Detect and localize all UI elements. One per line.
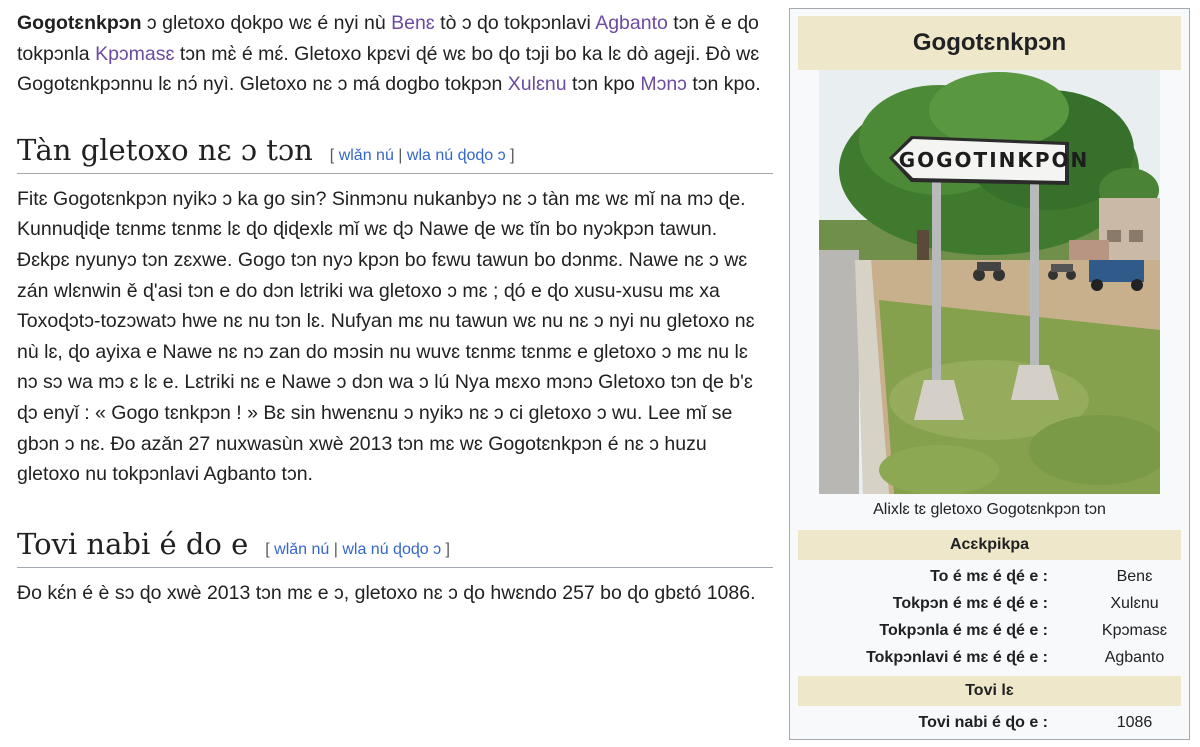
row-label: Tokpɔn é mɛ é ɖé e : xyxy=(892,594,1048,612)
infobox-section-population: Tovi lɛ xyxy=(798,676,1181,706)
intro-text: ɔ gletoxo ɖokpo wɛ é nyi nù xyxy=(141,12,392,34)
article-subject: Gogotɛnkpɔn xyxy=(17,12,142,34)
edit-link[interactable]: wlǎn nú xyxy=(274,540,330,558)
row-value: Kpɔmasɛ xyxy=(1101,621,1168,639)
edit-links xyxy=(265,541,450,559)
row-value: Agbanto xyxy=(1104,648,1165,666)
intro-paragraph xyxy=(17,8,773,100)
section-title: Tovi nabi é do e xyxy=(17,526,249,561)
image-caption: Alixlɛ tɛ gletoxo Gogotɛnkpɔn tɔn xyxy=(873,501,1106,518)
infobox xyxy=(789,8,1190,740)
row-value: Benɛ xyxy=(1116,567,1153,585)
intro-text: tɔn ě e ɖo tokpɔnla xyxy=(17,12,759,65)
infobox-row-commune xyxy=(798,617,1181,644)
population-paragraph: Ðo kɛ́n é è sɔ ɖo xwè 2013 tɔn mɛ e ɔ, gletoxo nɛ ɔ ɖo hwɛndo 257 bo ɖo gbɛtó 1086. xyxy=(17,581,756,604)
section-title: Tàn gletoxo nɛ ɔ tɔn xyxy=(17,132,313,167)
edit-bracket: ] xyxy=(441,540,450,558)
sign-text: GOGOTINKPON xyxy=(898,148,1090,172)
row-label: Tokpɔnlavi é mɛ é ɖé e : xyxy=(866,648,1048,666)
article-content xyxy=(17,8,773,608)
village-sign-photo[interactable] xyxy=(819,70,1160,494)
row-label: Tokpɔnla é mɛ é ɖé e : xyxy=(879,621,1048,639)
edit-bracket: ] xyxy=(505,146,515,164)
link-agbanto[interactable]: Agbanto xyxy=(595,12,668,34)
row-value: 1086 xyxy=(1116,713,1153,731)
row-value: Xulɛnu xyxy=(1110,594,1159,612)
link-bene[interactable]: Benɛ xyxy=(391,12,435,34)
edit-separator: | xyxy=(393,146,407,164)
edit-source-link[interactable]: wla nú ɖoɖo ɔ xyxy=(342,540,442,558)
edit-link[interactable]: wlǎn nú xyxy=(338,146,394,164)
infobox-title: Gogotɛnkpɔn xyxy=(798,16,1181,70)
link-mono[interactable]: Mɔnɔ xyxy=(640,73,687,96)
intro-text: tɔn mɛ̀ é mɛ́. Gletoxo kpɛvi ɖé wɛ bo ɖo tɔji bo ka lɛ dò ageji. Ðò wɛ Gogotɛnkpɔnnu lɛ nɔ́ nyì. Gletoxo nɛ ɔ má dogbo tokpɔn xyxy=(17,42,760,96)
section-heading-population xyxy=(17,524,773,568)
infobox-row-country xyxy=(798,563,1181,590)
history-paragraph: Fitɛ Gogotɛnkpɔn nyikɔ ɔ ka go sin? Sinmɔnu nukanbyɔ nɛ ɔ tàn mɛ wɛ mǐ na mɔ ɖe. Kunnuɖiɖe tɛnmɛ tɛnmɛ lɛ ɖo ɖiɖexlɛ mǐ wɛ ɖɔ Nawe ɖe wɛ tǐn bo nyɔkpɔn tawun. Ðɛkpɛ nyunyɔ tɔn zɛxwe. Gogo tɔn nyɔ kpɔn bo fɛwu tawun bo dɔnmɛ. Nawe nɛ ɔ wɛ zán wlɛnwin ě ɖ'asi tɔn e do dɔn lɛtriki wa gletoxo ɔ mɛ ; ɖó e ɖo xusu-xusu mɛ xa Toxoɖɔtɔ-tozɔwatɔ hwe nɛ nu tɔn lɛ. Nufyan mɛ nu tawun wɛ nu nɛ ɔ nyi nu gletoxo nɛ nù lɛ, ɖo ayixa e Nawe nɛ nɔ zan do mɔsin nu wuvɛ tɛnmɛ tɛnmɛ e gletoxo ɔ mɛ nu lɛ nɔ sɔ wa mɔ ɛ lɛ e. Lɛtriki nɛ e Nawe ɔ dɔn wa ɔ lú Nya mɛxo mɔnɔ Gletoxo tɔn ɖe b'ɛ ɖɔ enyǐ : « Gogo tɛnkpɔn ! » Bɛ sin hwenɛnu ɔ nyikɔ nɛ ɔ ci gletoxo ɔ wu. Lee mǐ se gbɔn ɔ nɛ. Ðo azǎn 27 nuxwasùn xwè 2013 tɔn mɛ wɛ Gogotɛnkpɔn é nɛ ɔ huzu gletoxo nu tokpɔnlavi Agbanto tɔn. xyxy=(17,187,755,486)
edit-bracket: [ xyxy=(329,146,339,164)
link-kpomase[interactable]: Kpɔmasɛ xyxy=(95,42,175,65)
infobox-row-department xyxy=(798,590,1181,617)
row-label: To é mɛ é ɖé e : xyxy=(930,567,1048,585)
infobox-section-admin: Acɛkpikpa xyxy=(798,530,1181,560)
edit-source-link[interactable]: wla nú ɖoɖo ɔ xyxy=(406,146,506,164)
edit-bracket: [ xyxy=(265,540,275,558)
edit-links xyxy=(330,147,515,165)
intro-text: tɔn kpo. xyxy=(686,73,761,96)
infobox-row-arrondissement xyxy=(798,644,1181,671)
intro-text: tò ɔ ɖo tokpɔnlavi xyxy=(434,12,596,34)
infobox-row-population xyxy=(798,709,1181,736)
row-label: Tovi nabi é ɖo e : xyxy=(918,713,1048,731)
edit-separator: | xyxy=(329,540,343,558)
section-heading-history xyxy=(17,130,773,174)
intro-text: tɔn kpo xyxy=(566,73,641,96)
link-xulenu[interactable]: Xulɛnu xyxy=(507,73,567,96)
